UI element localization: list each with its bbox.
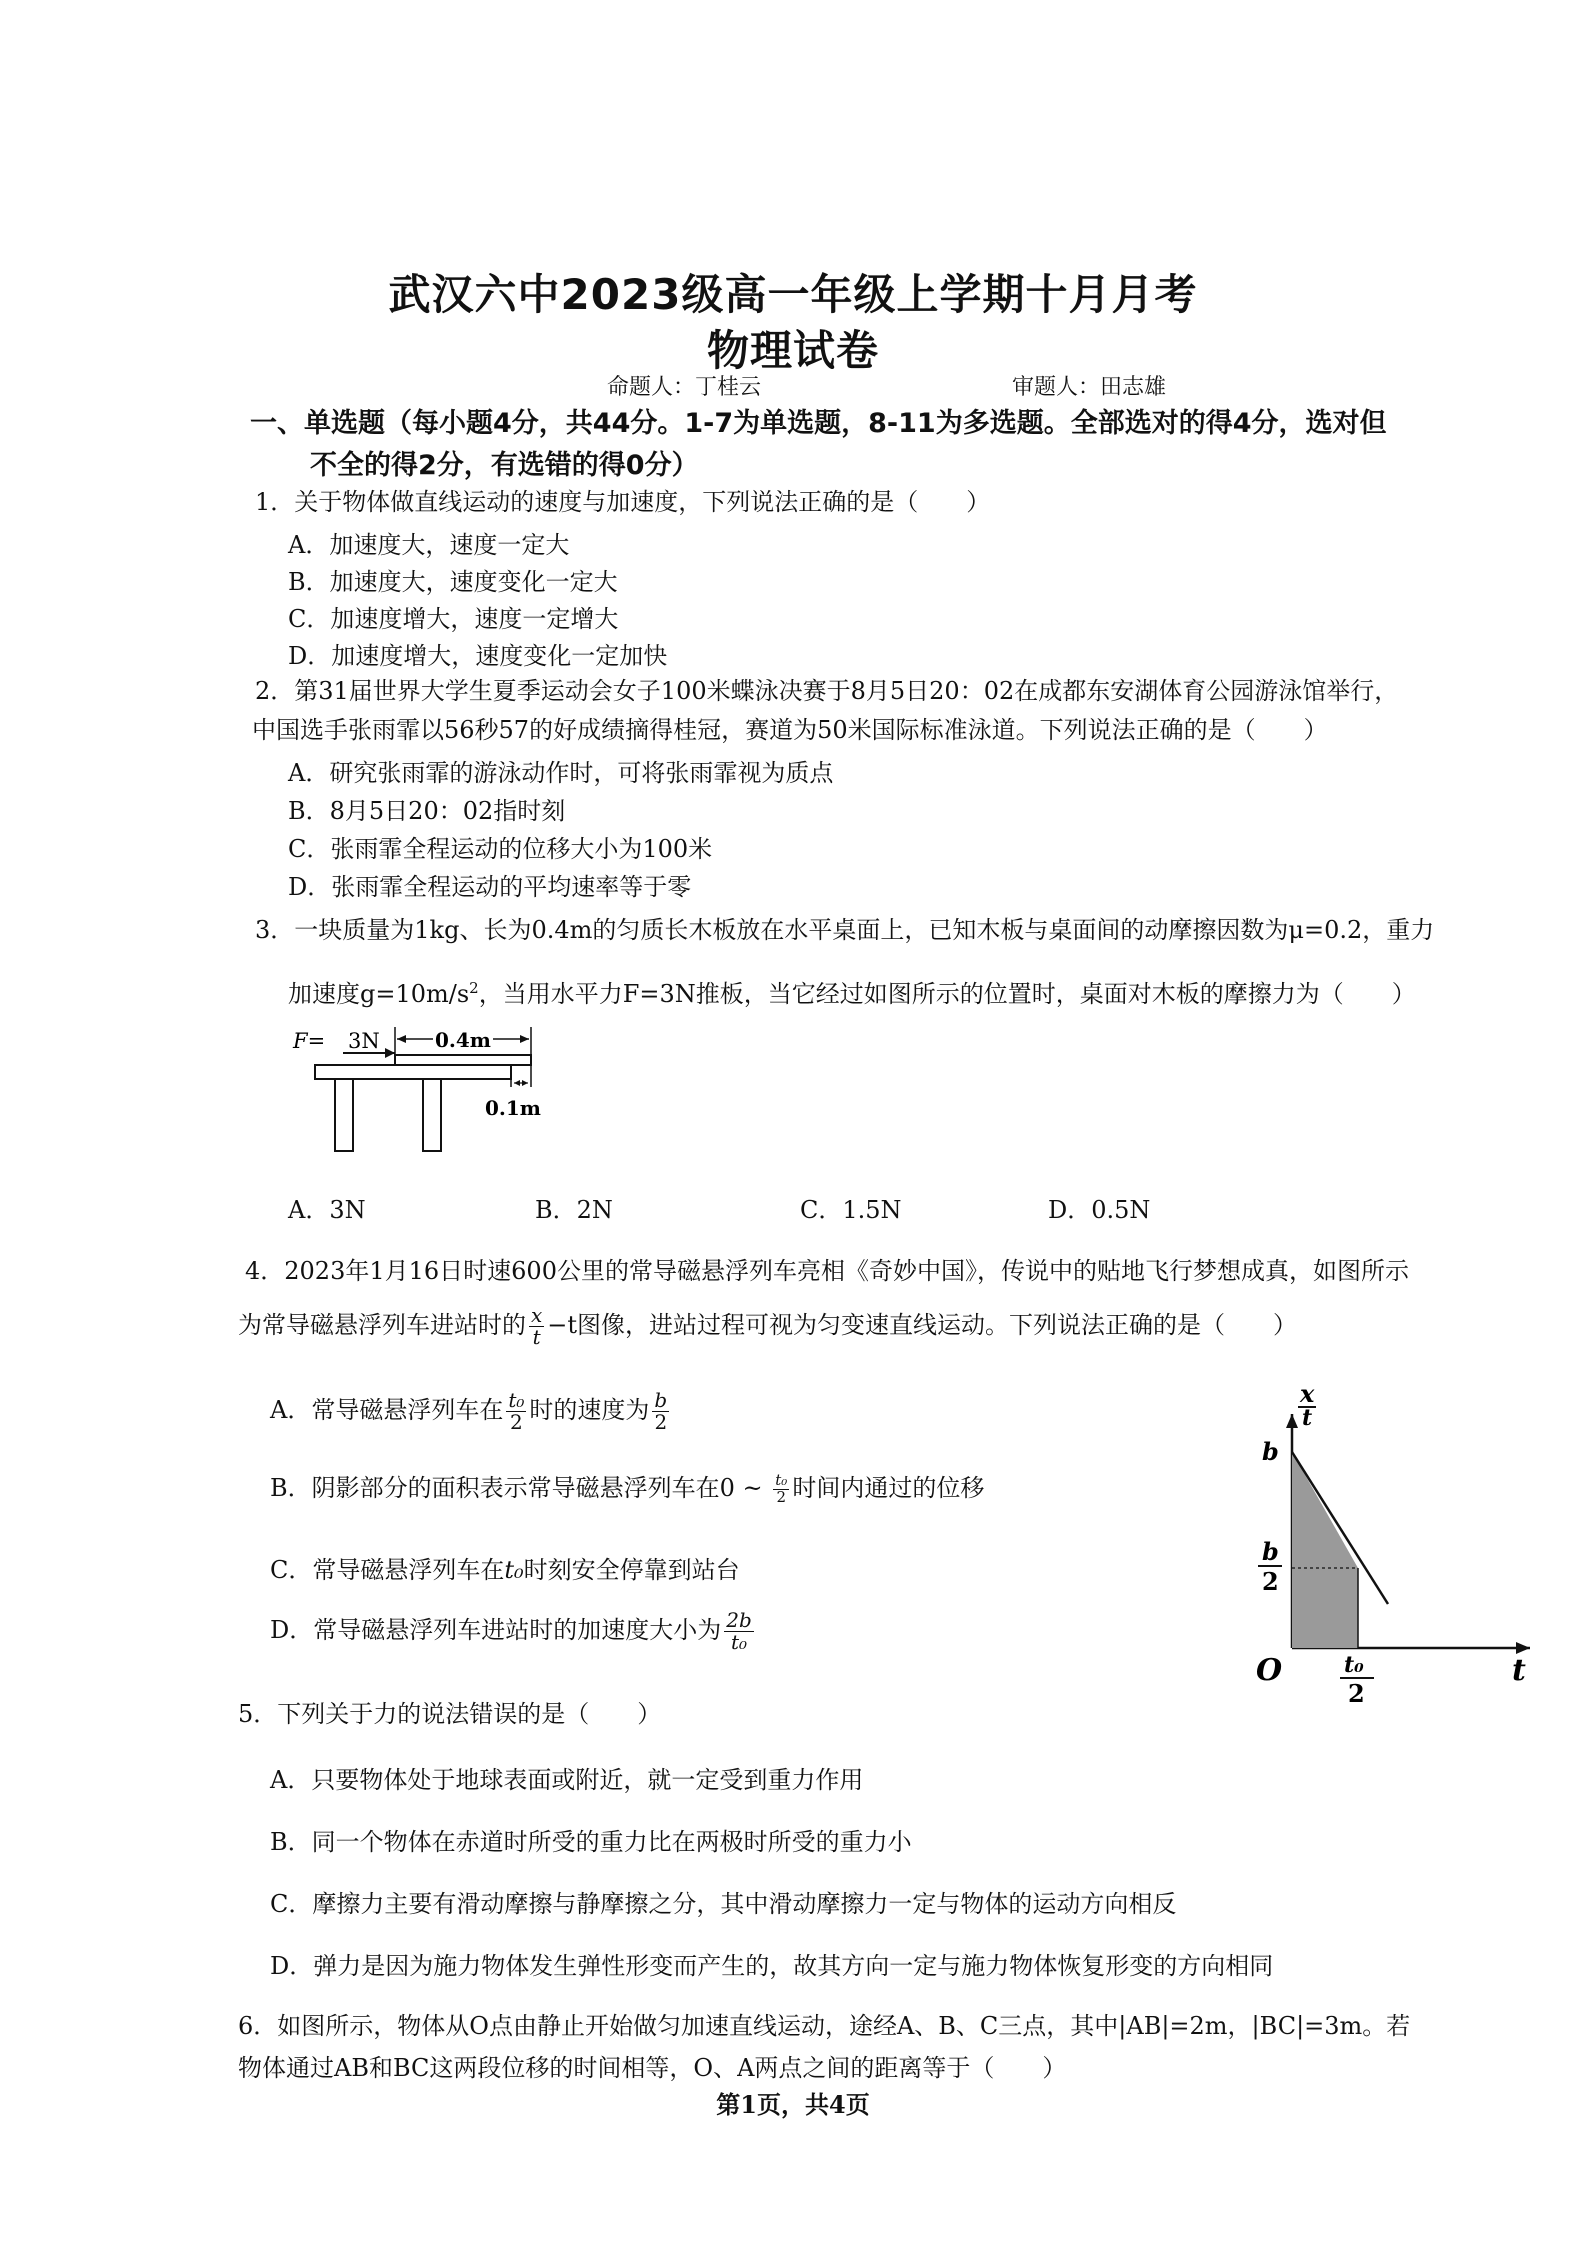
frac-denominator: 2 — [654, 1410, 668, 1434]
question-3-stem-cont — [288, 970, 1416, 1012]
q3-option-a: A．3N — [288, 1196, 366, 1224]
question-6-stem-cont: 物体通过AB和BC这两段位移的时间相等，O、A两点之间的距离等于（ ） — [238, 2054, 1067, 2082]
q1-option-b: B．加速度大，速度变化一定大 — [288, 568, 618, 596]
question-3-stem: 3．一块质量为1kg、长为0.4m的匀质长木板放在水平桌面上，已知木板与桌面间的动摩擦因数为μ=0.2，重力 — [255, 916, 1435, 944]
frac-denominator: t — [532, 1325, 541, 1349]
t-axis-label: t — [1512, 1653, 1526, 1688]
q4-d-text1: D．常导磁悬浮列车进站时的加速度大小为 — [270, 1616, 722, 1644]
q3-superscript: 2 — [469, 979, 479, 997]
q2-option-c: C．张雨霏全程运动的位移大小为100米 — [288, 835, 713, 863]
q4-stem-part2: −t图像，进站过程可视为匀变速直线运动。下列说法正确的是（ ） — [547, 1311, 1298, 1339]
q3-option-b: B．2N — [535, 1196, 613, 1224]
q4-option-d — [270, 1610, 757, 1653]
question-2-stem-cont: 中国选手张雨霏以56秒57的好成绩摘得桂冠，赛道为50米国际标准泳道。下列说法正确的是（ ） — [252, 716, 1328, 744]
q4-stem-part1: 为常导磁悬浮列车进站时的 — [238, 1311, 526, 1339]
exam-title: 武汉六中2023级高一年级上学期十月月考 — [388, 270, 1198, 319]
frac-numerator: 2b — [726, 1608, 752, 1632]
reviewer: 审题人：田志雄 — [1012, 375, 1167, 400]
shaded-region — [1292, 1452, 1358, 1648]
exam-subject: 物理试卷 — [706, 326, 879, 375]
q2-option-b: B．8月5日20：02指时刻 — [288, 797, 566, 825]
q5-option-a: A．只要物体处于地球表面或附近，就一定受到重力作用 — [270, 1766, 864, 1794]
q1-option-d: D．加速度增大，速度变化一定加快 — [288, 642, 668, 670]
q4-b-text2: 时间内通过的位移 — [792, 1474, 985, 1502]
b-half-num: b — [1262, 1537, 1279, 1566]
q4-c-text2: 时刻安全停靠到站台 — [523, 1556, 740, 1584]
q4-xt-graph — [1240, 1380, 1540, 1710]
q5-option-d: D．弹力是因为施力物体发生弹性形变而产生的，故其方向一定与施力物体恢复形变的方向相同 — [270, 1952, 1274, 1980]
q3-overhang-label: 0.1m — [485, 1096, 541, 1120]
q4-option-b — [270, 1468, 984, 1506]
frac-numerator: x — [531, 1303, 543, 1327]
question-2-stem: 2．第31届世界大学生夏季运动会女子100米蝶泳决赛于8月5日20：02在成都东安湖体育公园游泳馆举行， — [255, 677, 1399, 705]
q4-c-text1: C．常导磁悬浮列车在 — [270, 1556, 505, 1584]
q1-option-c: C．加速度增大，速度一定增大 — [288, 605, 619, 633]
question-4-stem-cont — [238, 1305, 1297, 1348]
q4-a-text1: A．常导磁悬浮列车在 — [270, 1396, 504, 1424]
q3-board-figure — [285, 1015, 545, 1165]
frac-numerator: t₀ — [508, 1388, 525, 1412]
section-1-heading: 一、单选题（每小题4分，共44分。1-7为单选题，8-11为多选题。全部选对的得4分，选对但 — [250, 408, 1387, 439]
q4-b-text1: B．阴影部分的面积表示常导磁悬浮列车在0 ~ — [270, 1474, 771, 1502]
q3-force-value: 3N — [348, 1029, 380, 1053]
t-half-num: t₀ — [1344, 1652, 1364, 1678]
section-1-heading-cont: 不全的得2分，有选错的得0分） — [310, 450, 699, 481]
q1-option-a: A．加速度大，速度一定大 — [288, 531, 570, 559]
q4-option-a — [270, 1390, 672, 1433]
b-label: b — [1262, 1437, 1279, 1466]
q3-force-label: F= — [293, 1029, 326, 1053]
q4-a-text2: 时的速度为 — [529, 1396, 650, 1424]
frac-denominator: 2 — [510, 1410, 523, 1434]
q5-option-b: B．同一个物体在赤道时所受的重力比在两极时所受的重力小 — [270, 1828, 912, 1856]
q5-option-c: C．摩擦力主要有滑动摩擦与静摩擦之分，其中滑动摩擦力一定与物体的运动方向相反 — [270, 1890, 1177, 1918]
page-footer: 第1页，共4页 — [716, 2090, 870, 2119]
question-6-stem: 6．如图所示，物体从O点由静止开始做匀加速直线运动，途经A、B、C三点，其中|AB|=2m，|BC|=3m。若 — [238, 2012, 1411, 2040]
q4-a-frac1 — [506, 1390, 526, 1433]
q4-option-c — [270, 1550, 740, 1585]
question-5-stem: 5．下列关于力的说法错误的是（ ） — [238, 1700, 662, 1728]
axis-label-t-den: t — [1302, 1405, 1313, 1431]
frac-numerator: t₀ — [775, 1471, 788, 1490]
frac-numerator: b — [654, 1388, 668, 1412]
q3-stem-part2: ，当用水平力F=3N推板，当它经过如图所示的位置时，桌面对木板的摩擦力为（ ） — [478, 980, 1416, 1008]
b-half-den: 2 — [1262, 1567, 1279, 1596]
q4-a-frac2 — [652, 1390, 669, 1433]
origin-label: O — [1256, 1653, 1283, 1688]
q2-option-a: A．研究张雨霏的游泳动作时，可将张雨霏视为质点 — [288, 759, 834, 787]
frac-denominator: t₀ — [730, 1630, 748, 1654]
question-4-stem: 4．2023年1月16日时速600公里的常导磁悬浮列车亮相《奇妙中国》，传说中的贴地飞行梦想成真，如图所示 — [245, 1257, 1409, 1285]
q4-d-frac — [724, 1610, 754, 1653]
q3-option-d: D．0.5N — [1048, 1196, 1151, 1224]
q3-option-c: C．1.5N — [800, 1196, 902, 1224]
t-half-den: 2 — [1348, 1679, 1365, 1708]
q2-option-d: D．张雨霏全程运动的平均速率等于零 — [288, 873, 692, 901]
q4-b-frac — [773, 1473, 789, 1506]
q4-x-over-t — [529, 1305, 544, 1348]
question-1-stem: 1．关于物体做直线运动的速度与加速度，下列说法正确的是（ ） — [255, 488, 991, 516]
frac-denominator: 2 — [776, 1488, 787, 1506]
setter: 命题人：丁桂云 — [607, 375, 762, 400]
q3-length-label: 0.4m — [435, 1028, 491, 1052]
axis-label-x: x — [1300, 1380, 1315, 1408]
q4-c-var: t₀ — [504, 1556, 524, 1584]
q3-stem-part1: 加速度g=10m/s — [288, 980, 470, 1008]
